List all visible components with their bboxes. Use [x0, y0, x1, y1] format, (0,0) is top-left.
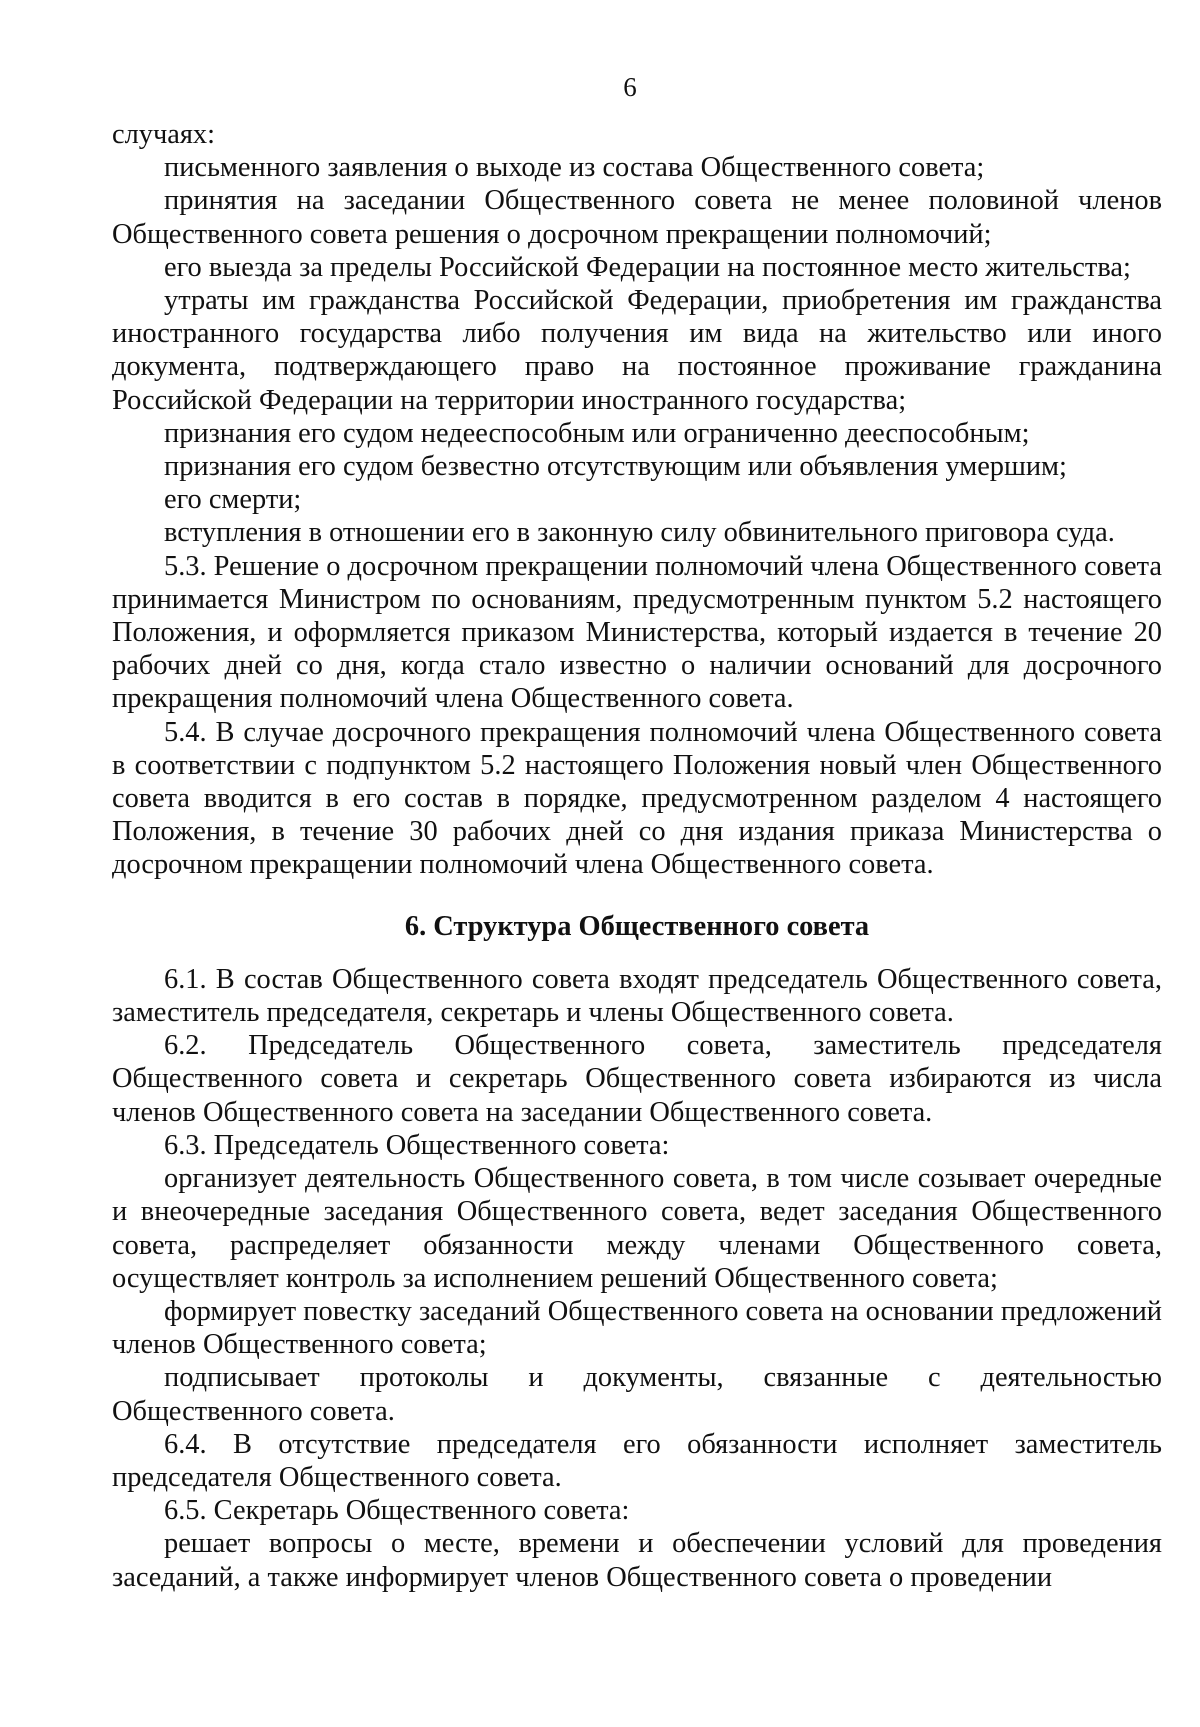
paragraph: решает вопросы о месте, времени и обеспечении условий для проведения заседаний, а также информирует членов Общественного совета о проведении — [112, 1528, 1162, 1593]
section-6-body — [112, 963, 1162, 1594]
section-5-continuation — [112, 118, 1162, 882]
paragraph: его смерти; — [164, 484, 302, 516]
paragraph: письменного заявления о выходе из состава Общественного совета; — [164, 152, 985, 184]
paragraph: организует деятельность Общественного совета, в том числе созывает очередные и внеочередные заседания Общественного совета, ведет заседания Общественного совета, распределяет обязанности между членами Общественного совета, осуществляет контроль за исполнением решений Общественного совета; — [112, 1163, 1162, 1294]
paragraph: вступления в отношении его в законную силу обвинительного приговора суда. — [164, 517, 1115, 549]
document-body — [112, 118, 1162, 1594]
paragraph: 6.3. Председатель Общественного совета: — [164, 1129, 670, 1161]
page-number: 6 — [623, 72, 637, 102]
paragraph: подписывает протоколы и документы, связанные с деятельностью Общественного совета. — [112, 1362, 1162, 1427]
paragraph: его выезда за пределы Российской Федерации на постоянное место жительства; — [164, 251, 1131, 283]
spacer — [112, 943, 1162, 963]
section-heading: 6. Структура Общественного совета — [404, 910, 870, 942]
paragraph: 5.4. В случае досрочного прекращения полномочий члена Общественного совета в соответствии с подпунктом 5.2 настоящего Положения новый член Общественного совета вводится в его состав в порядке, предусмотренном разделом 4 настоящего Положения, в течение 30 рабочих дней со дня издания приказа Министерства о досрочном прекращении полномочий члена Общественного совета. — [112, 716, 1162, 881]
paragraph: 5.3. Решение о досрочном прекращении полномочий члена Общественного совета принимается Министром по основаниям, предусмотренным пунктом 5.2 настоящего Положения, и оформляется приказом Министерства, который издается в течение 20 рабочих дней со дня, когда стало известно о наличии оснований для досрочного прекращения полномочий члена Общественного совета. — [112, 550, 1162, 715]
paragraph: утраты им гражданства Российской Федерации, приобретения им гражданства иностранного государства либо получения им вида на жительство или иного документа, подтверждающего право на постоянное проживание гражданина Российской Федерации на территории иностранного государства; — [112, 285, 1162, 416]
paragraph: принятия на заседании Общественного совета не менее половиной членов Общественного совета решения о досрочном прекращении полномочий; — [112, 185, 1162, 250]
paragraph: случаях: — [112, 119, 215, 150]
paragraph: признания его судом безвестно отсутствующим или объявления умершим; — [164, 451, 1067, 483]
paragraph: признания его судом недееспособным или ограниченно дееспособным; — [164, 417, 1030, 449]
spacer — [112, 882, 1162, 910]
paragraph: 6.5. Секретарь Общественного совета: — [164, 1495, 630, 1527]
paragraph: формирует повестку заседаний Общественного совета на основании предложений членов Общественного совета; — [112, 1295, 1162, 1361]
paragraph: 6.4. В отсутствие председателя его обязанности исполняет заместитель председателя Общественного совета. — [112, 1428, 1162, 1493]
paragraph: 6.2. Председатель Общественного совета, заместитель председателя Общественного совета и секретарь Общественного совета избираются из числа членов Общественного совета на заседании Общественного совета. — [112, 1030, 1162, 1128]
paragraph: 6.1. В состав Общественного совета входят председатель Общественного совета, заместитель председателя, секретарь и члены Общественного совета. — [112, 963, 1162, 1029]
